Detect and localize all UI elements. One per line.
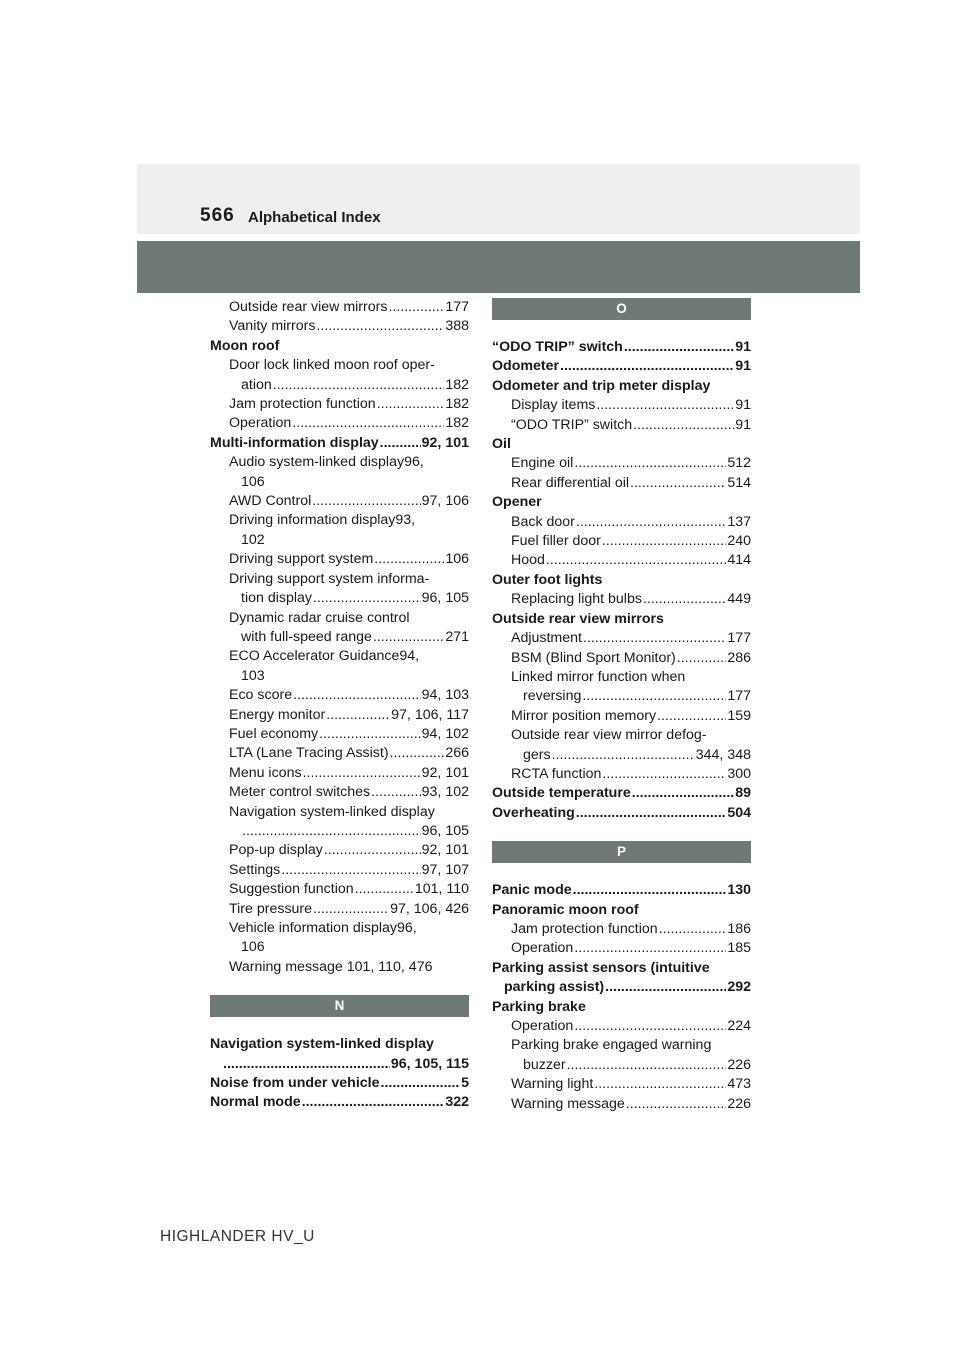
dot-leader bbox=[605, 978, 726, 997]
entry-page: 226 bbox=[727, 1095, 751, 1112]
entry-text: Engine oil bbox=[511, 455, 574, 472]
dot-leader bbox=[626, 1095, 727, 1114]
entry-page: 91 bbox=[735, 397, 751, 414]
entry-text: Parking assist sensors (intuitive bbox=[492, 959, 710, 976]
entry-text: Adjustment bbox=[511, 630, 582, 647]
entry-line bbox=[229, 511, 469, 530]
entry-text: Outside temperature bbox=[492, 785, 631, 802]
index-entry bbox=[492, 901, 751, 920]
entry-text: Panoramic moon roof bbox=[492, 901, 639, 918]
entry-text: Suggestion function bbox=[229, 881, 354, 898]
entry-text: RCTA function bbox=[511, 765, 602, 782]
entry-text: Vanity mirrors bbox=[229, 318, 316, 335]
entry-line bbox=[229, 919, 469, 938]
entry-page: 286 bbox=[727, 649, 751, 666]
entry-line bbox=[511, 726, 751, 745]
index-letter-heading: O bbox=[492, 298, 751, 320]
spacer bbox=[210, 1017, 469, 1035]
index-subentry bbox=[492, 1017, 751, 1036]
entry-text: Warning message 101, 110, 476 bbox=[229, 958, 433, 975]
dot-leader bbox=[602, 532, 726, 551]
entry-text: Operation bbox=[511, 940, 574, 957]
dot-leader bbox=[630, 474, 726, 493]
entry-page: 130 bbox=[727, 882, 751, 899]
dot-leader bbox=[576, 513, 726, 532]
entry-text: Oil bbox=[492, 436, 511, 453]
index-column-right bbox=[492, 298, 751, 1114]
dot-leader bbox=[546, 551, 726, 570]
index-subentry bbox=[210, 395, 469, 414]
entry-line bbox=[511, 1036, 751, 1055]
entry-text: Jam protection function bbox=[511, 920, 658, 937]
entry-page: 271 bbox=[445, 628, 469, 645]
dot-leader bbox=[316, 317, 444, 336]
entry-line bbox=[511, 1056, 751, 1075]
index-subentry bbox=[210, 706, 469, 725]
dot-leader bbox=[574, 454, 726, 473]
entry-text: Parking brake bbox=[492, 998, 586, 1015]
index-subentry bbox=[210, 647, 469, 686]
entry-line bbox=[229, 356, 469, 375]
index-subentry bbox=[210, 783, 469, 802]
index-subentry bbox=[492, 396, 751, 415]
dot-leader bbox=[573, 881, 727, 900]
entry-text: Odometer bbox=[492, 358, 560, 375]
entry-page: 92, 101 bbox=[421, 764, 469, 781]
entry-page: 137 bbox=[727, 513, 751, 530]
entry-line bbox=[229, 628, 469, 647]
entry-text-cont: reversing bbox=[523, 688, 582, 705]
index-subentry bbox=[210, 570, 469, 609]
entry-page: 177 bbox=[445, 299, 469, 315]
index-subentry bbox=[210, 317, 469, 336]
entry-page: 292 bbox=[727, 979, 751, 996]
entry-text: Eco score bbox=[229, 687, 293, 704]
entry-page: 96, 105 bbox=[421, 590, 469, 607]
entry-line bbox=[229, 938, 469, 957]
entry-line bbox=[492, 959, 751, 978]
dot-leader bbox=[326, 706, 390, 725]
entry-page: 300 bbox=[727, 765, 751, 782]
index-subentry bbox=[492, 765, 751, 784]
entry-text: Menu icons bbox=[229, 764, 302, 781]
entry-text: Outside rear view mirrors bbox=[492, 610, 664, 627]
entry-text: “ODO TRIP” switch bbox=[511, 416, 633, 433]
index-subentry bbox=[210, 958, 469, 977]
entry-text: ECO Accelerator Guidance bbox=[229, 648, 400, 665]
index-subentry bbox=[492, 939, 751, 958]
dot-leader bbox=[293, 686, 421, 705]
entry-page: 89 bbox=[735, 785, 751, 802]
index-subentry bbox=[210, 550, 469, 569]
dot-leader bbox=[659, 920, 727, 939]
index-subentry bbox=[210, 356, 469, 395]
dot-leader bbox=[374, 550, 444, 569]
index-subentry bbox=[492, 532, 751, 551]
entry-page-cont: 102 bbox=[241, 531, 265, 548]
index-letter-heading: P bbox=[492, 841, 751, 863]
spacer bbox=[492, 863, 751, 881]
index-subentry bbox=[210, 686, 469, 705]
entry-text: Hood bbox=[511, 552, 545, 569]
entry-page: 97, 106 bbox=[421, 493, 469, 510]
dot-leader bbox=[632, 784, 734, 803]
entry-text: Moon roof bbox=[210, 337, 280, 354]
dot-leader bbox=[583, 629, 726, 648]
section-title: Alphabetical Index bbox=[248, 209, 381, 226]
dot-leader bbox=[313, 589, 421, 608]
entry-page: 92, 101 bbox=[421, 434, 469, 451]
entry-page: 5 bbox=[461, 1075, 469, 1092]
dot-leader bbox=[380, 434, 421, 453]
index-subentry bbox=[210, 298, 469, 317]
index-entry bbox=[492, 998, 751, 1017]
entry-page: 182 bbox=[445, 415, 469, 432]
entry-page: 322 bbox=[445, 1094, 469, 1111]
entry-page: 97, 107 bbox=[421, 861, 469, 878]
index-entry bbox=[492, 610, 751, 629]
entry-page: 96, bbox=[404, 454, 424, 471]
spacer bbox=[210, 977, 469, 995]
entry-page: 186 bbox=[727, 920, 751, 937]
entry-text: Outside rear view mirror defog- bbox=[511, 727, 707, 744]
index-subentry bbox=[210, 725, 469, 744]
entry-text: Panic mode bbox=[492, 882, 572, 899]
index-entry bbox=[210, 337, 469, 356]
entry-page: 94, bbox=[399, 648, 420, 665]
entry-text: Operation bbox=[511, 1018, 574, 1034]
dot-leader bbox=[657, 707, 726, 726]
entry-line bbox=[229, 531, 469, 550]
dot-leader bbox=[574, 1017, 726, 1036]
dot-leader bbox=[381, 1074, 461, 1093]
index-column-left bbox=[210, 298, 469, 1113]
entry-line bbox=[229, 803, 469, 822]
dot-leader bbox=[602, 765, 726, 784]
dot-leader bbox=[567, 1056, 727, 1075]
entry-text: “ODO TRIP” switch bbox=[492, 339, 623, 355]
entry-line bbox=[511, 687, 751, 706]
entry-text-cont: ation bbox=[241, 376, 272, 393]
index-subentry bbox=[492, 707, 751, 726]
entry-page: 504 bbox=[727, 804, 751, 821]
dot-leader bbox=[377, 395, 445, 414]
entry-page: 97, 106, 426 bbox=[390, 900, 469, 917]
entry-page: 96, bbox=[396, 920, 417, 936]
entry-text: Tire pressure bbox=[229, 900, 313, 917]
entry-page: 91 bbox=[735, 358, 751, 375]
entry-text: Replacing light bulbs bbox=[511, 591, 642, 608]
entry-page-cont: 106 bbox=[241, 939, 265, 956]
page-number: 566 bbox=[200, 205, 235, 226]
entry-page: 414 bbox=[727, 552, 751, 569]
dot-leader bbox=[643, 590, 726, 609]
entry-text: Multi-information display bbox=[210, 434, 379, 451]
entry-page: 473 bbox=[727, 1076, 751, 1093]
entry-text: AWD Control bbox=[229, 493, 312, 510]
entry-text: Dynamic radar cruise control bbox=[229, 609, 410, 626]
entry-text-cont: tion display bbox=[241, 590, 312, 607]
index-entry bbox=[492, 493, 751, 512]
dot-leader bbox=[312, 492, 420, 511]
entry-page: 185 bbox=[727, 940, 751, 957]
entry-page: 226 bbox=[727, 1056, 751, 1073]
header-bar bbox=[137, 241, 860, 293]
entry-page: 182 bbox=[445, 376, 469, 393]
index-entry bbox=[492, 435, 751, 454]
index-subentry bbox=[210, 511, 469, 550]
index-entry bbox=[210, 434, 469, 453]
entry-text: Outer foot lights bbox=[492, 571, 603, 588]
entry-page: 106 bbox=[445, 551, 469, 568]
entry-text: Fuel filler door bbox=[511, 533, 601, 550]
index-subentry bbox=[492, 629, 751, 648]
index-subentry bbox=[210, 861, 469, 880]
entry-text: Rear differential oil bbox=[511, 474, 630, 491]
dot-leader bbox=[303, 764, 421, 783]
dot-leader bbox=[242, 822, 421, 841]
entry-text-cont: gers bbox=[523, 746, 551, 763]
index-subentry bbox=[210, 414, 469, 433]
entry-page: 266 bbox=[445, 745, 469, 762]
entry-text: Fuel economy bbox=[229, 725, 319, 742]
index-subentry bbox=[492, 1075, 751, 1094]
index-subentry bbox=[210, 764, 469, 783]
dot-leader bbox=[223, 1055, 390, 1074]
dot-leader bbox=[596, 396, 734, 415]
entry-line bbox=[210, 1035, 469, 1054]
index-entry bbox=[492, 784, 751, 803]
entry-page-cont: 103 bbox=[241, 667, 265, 684]
entry-line bbox=[511, 668, 751, 687]
entry-text: Odometer and trip meter display bbox=[492, 377, 711, 394]
entry-line bbox=[229, 473, 469, 492]
entry-page: 240 bbox=[727, 533, 751, 550]
index-letter-heading: N bbox=[210, 995, 469, 1017]
entry-line bbox=[229, 376, 469, 395]
entry-text: Back door bbox=[511, 513, 575, 530]
entry-line bbox=[229, 647, 469, 666]
header-band bbox=[137, 164, 860, 234]
entry-text-cont: parking assist) bbox=[504, 979, 605, 996]
entry-page: 92, 101 bbox=[421, 842, 469, 859]
index-subentry bbox=[210, 744, 469, 763]
dot-leader bbox=[292, 414, 444, 433]
entry-line bbox=[229, 667, 469, 686]
index-entry bbox=[492, 959, 751, 998]
entry-line bbox=[210, 1055, 469, 1074]
dot-leader bbox=[582, 687, 726, 706]
dot-leader bbox=[313, 900, 389, 919]
entry-text: Display items bbox=[511, 397, 596, 414]
entry-text: Overheating bbox=[492, 804, 575, 821]
spacer bbox=[492, 320, 751, 338]
entry-page: 177 bbox=[727, 630, 751, 647]
entry-text-cont: with full-speed range bbox=[241, 628, 372, 645]
entry-text: LTA (Lane Tracing Assist) bbox=[229, 745, 389, 762]
entry-text: Settings bbox=[229, 861, 281, 878]
index-entry bbox=[492, 357, 751, 376]
entry-text: Audio system-linked display bbox=[229, 454, 405, 471]
index-entry bbox=[492, 804, 751, 823]
index-entry bbox=[492, 881, 751, 900]
entry-text: Meter control switches bbox=[229, 784, 371, 801]
dot-leader bbox=[594, 1075, 726, 1094]
entry-text: Mirror position memory bbox=[511, 707, 657, 724]
entry-text: Energy monitor bbox=[229, 706, 326, 723]
index-subentry bbox=[492, 1036, 751, 1075]
entry-text: Warning light bbox=[511, 1076, 594, 1093]
index-subentry bbox=[210, 841, 469, 860]
entry-page: 224 bbox=[727, 1018, 751, 1034]
index-subentry bbox=[492, 416, 751, 435]
index-subentry bbox=[492, 920, 751, 939]
entry-text: Noise from under vehicle bbox=[210, 1075, 380, 1092]
dot-leader bbox=[324, 841, 421, 860]
dot-leader bbox=[390, 744, 445, 763]
index-subentry bbox=[492, 668, 751, 707]
entry-text: Driving support system bbox=[229, 551, 374, 568]
entry-line bbox=[229, 609, 469, 628]
index-subentry bbox=[210, 492, 469, 511]
entry-line bbox=[492, 978, 751, 997]
spacer bbox=[492, 823, 751, 841]
entry-line bbox=[229, 589, 469, 608]
entry-page-cont: 106 bbox=[241, 473, 265, 490]
dot-leader bbox=[319, 725, 421, 744]
index-entry bbox=[492, 377, 751, 396]
entry-page: 96, 105, 115 bbox=[390, 1055, 469, 1072]
entry-page: 344, 348 bbox=[695, 746, 751, 763]
dot-leader bbox=[677, 649, 727, 668]
index-entry bbox=[210, 1035, 469, 1074]
entry-page: 388 bbox=[445, 318, 469, 335]
entry-page: 93, 102 bbox=[421, 784, 469, 801]
entry-page: 94, 103 bbox=[421, 687, 469, 704]
dot-leader bbox=[371, 783, 421, 802]
index-subentry bbox=[492, 590, 751, 609]
footer-model: HIGHLANDER HV_U bbox=[160, 1228, 315, 1245]
entry-text: Opener bbox=[492, 494, 542, 511]
entry-page: 94, 102 bbox=[421, 725, 469, 742]
index-entry bbox=[492, 571, 751, 590]
index-subentry bbox=[492, 649, 751, 668]
entry-text: BSM (Blind Sport Monitor) bbox=[511, 649, 676, 666]
index-subentry bbox=[210, 453, 469, 492]
dot-leader bbox=[560, 357, 734, 376]
index-subentry bbox=[210, 880, 469, 899]
entry-text: Operation bbox=[229, 415, 292, 432]
entry-text: Jam protection function bbox=[229, 396, 376, 413]
entry-page: 514 bbox=[727, 474, 751, 491]
entry-text: Parking brake engaged warning bbox=[511, 1037, 712, 1054]
dot-leader bbox=[633, 416, 734, 435]
index-subentry bbox=[492, 1095, 751, 1114]
entry-text: Navigation system-linked display bbox=[210, 1036, 434, 1053]
index-subentry bbox=[492, 551, 751, 570]
entry-page: 91 bbox=[735, 416, 751, 433]
dot-leader bbox=[355, 880, 414, 899]
entry-page: 512 bbox=[727, 455, 751, 472]
index-entry bbox=[210, 1074, 469, 1093]
index-subentry bbox=[210, 803, 469, 842]
index-subentry bbox=[210, 900, 469, 919]
index-subentry bbox=[210, 609, 469, 648]
dot-leader bbox=[574, 939, 726, 958]
dot-leader bbox=[576, 804, 727, 823]
entry-page: 96, 105 bbox=[421, 822, 469, 839]
entry-line bbox=[229, 453, 469, 472]
entry-page: 449 bbox=[727, 591, 751, 608]
entry-line bbox=[229, 822, 469, 841]
entry-text: Vehicle information display bbox=[229, 920, 397, 936]
entry-text: Warning message bbox=[511, 1095, 625, 1112]
entry-text: Door lock linked moon roof oper- bbox=[229, 357, 435, 374]
entry-page: 91 bbox=[735, 339, 751, 355]
entry-page: 93, bbox=[395, 512, 416, 529]
entry-line bbox=[229, 570, 469, 589]
index-subentry bbox=[492, 726, 751, 765]
dot-leader bbox=[302, 1093, 445, 1112]
entry-text-cont: buzzer bbox=[523, 1056, 566, 1073]
entry-page: 159 bbox=[727, 707, 751, 724]
index-subentry bbox=[210, 919, 469, 958]
dot-leader bbox=[388, 298, 444, 317]
index-subentry bbox=[492, 454, 751, 473]
entry-page: 101, 110 bbox=[414, 881, 469, 898]
dot-leader bbox=[373, 628, 444, 647]
dot-leader bbox=[281, 861, 420, 880]
index-entry bbox=[210, 1093, 469, 1112]
entry-text: Normal mode bbox=[210, 1094, 301, 1111]
dot-leader bbox=[552, 746, 695, 765]
index-subentry bbox=[492, 513, 751, 532]
entry-page: 97, 106, 117 bbox=[391, 706, 469, 723]
entry-text: Pop-up display bbox=[229, 842, 323, 859]
dot-leader bbox=[273, 376, 445, 395]
entry-page: 182 bbox=[445, 396, 469, 413]
entry-text: Navigation system-linked display bbox=[229, 803, 435, 820]
index-entry bbox=[492, 338, 751, 357]
index-subentry bbox=[492, 474, 751, 493]
entry-line bbox=[511, 746, 751, 765]
dot-leader bbox=[624, 338, 734, 357]
entry-text: Outside rear view mirrors bbox=[229, 299, 388, 315]
entry-text: Linked mirror function when bbox=[511, 668, 686, 685]
entry-text: Driving support system informa- bbox=[229, 570, 430, 587]
entry-page: 177 bbox=[727, 688, 751, 705]
entry-text: Driving information display bbox=[229, 512, 396, 529]
